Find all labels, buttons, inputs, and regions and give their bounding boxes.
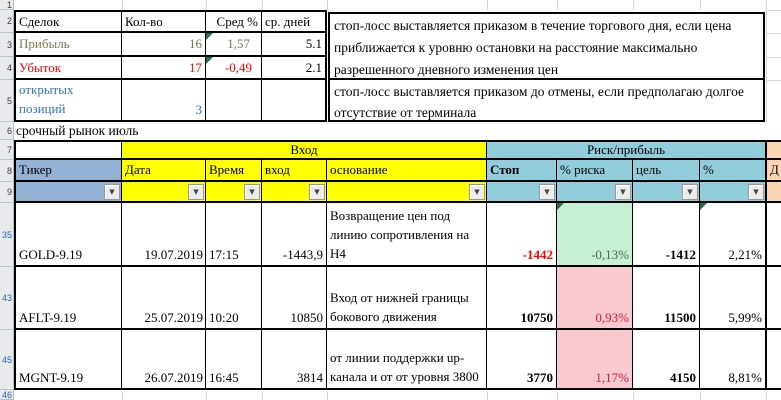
cell-r45-ticker[interactable]: MGNT-9.19	[14, 330, 122, 390]
col-header-target[interactable]: цель	[633, 160, 700, 182]
cell-r35-next[interactable]	[766, 203, 781, 267]
dropdown-arrow-icon: ▼	[474, 188, 480, 196]
row-number[interactable]: 46	[1, 390, 12, 400]
row-number[interactable]: 43	[0, 267, 13, 330]
cell-summary-header-avg-pct[interactable]: Сред %	[206, 10, 262, 33]
col-header-next[interactable]: Д	[766, 160, 781, 182]
cell-next-group[interactable]	[766, 140, 781, 160]
cell-r43-target[interactable]: 11500	[633, 267, 700, 330]
error-triangle-icon	[557, 203, 564, 210]
row-header-column	[0, 0, 14, 400]
filter-button[interactable]	[309, 184, 325, 200]
cell-r35-stop[interactable]: -1442	[487, 203, 557, 267]
cell-r43-next[interactable]	[766, 267, 781, 330]
row-number[interactable]: 7	[0, 140, 13, 160]
section-title[interactable]: срочный рынок июль	[16, 123, 139, 138]
col-header-entry[interactable]: вход	[262, 160, 327, 182]
gridline	[766, 392, 767, 400]
dropdown-arrow-icon: ▼	[620, 188, 626, 196]
note-gtc-stop[interactable]: стоп-лосс выставляется приказом до отмены, если предполагаю долгое отсутствие от терминала	[334, 84, 745, 120]
gridline	[122, 392, 123, 400]
dropdown-arrow-icon: ▼	[314, 188, 320, 196]
gridline	[327, 0, 328, 10]
cell-profit-count[interactable]: 16	[122, 33, 206, 57]
col-header-stop[interactable]: Стоп	[487, 160, 557, 182]
filter-button[interactable]	[188, 184, 204, 200]
gridline	[557, 392, 558, 400]
col-header-risk-pct[interactable]: % риска	[557, 160, 633, 182]
col-header-ticker[interactable]: Тикер	[14, 160, 122, 182]
dropdown-arrow-icon: ▼	[109, 188, 115, 196]
gridline	[206, 0, 207, 10]
dropdown-arrow-icon: ▼	[544, 188, 550, 196]
cell-profit-avg-days[interactable]: 5.1	[262, 33, 327, 57]
notes-box	[328, 12, 765, 122]
cell-r43-pct[interactable]: 5,99%	[700, 267, 766, 330]
row-number[interactable]: 8	[0, 160, 13, 182]
cell-loss-avg-days[interactable]: 2.1	[262, 57, 327, 80]
gridline	[700, 0, 701, 10]
note-intraday-stop[interactable]: стоп-лосс выставляется приказом в течение торгового дня, если цена приближается к уровню остановки на расстояние максимально разрешенного дневного изменения цен	[330, 14, 763, 80]
cell-summary-header-deals[interactable]: Сделок	[14, 10, 122, 33]
cell-r35-risk-pct[interactable]: -0,13%	[557, 203, 633, 267]
gridline	[327, 392, 328, 400]
gridline	[766, 33, 781, 34]
filter-button[interactable]	[244, 184, 260, 200]
gridline	[633, 392, 634, 400]
cell-summary-header-avg-days[interactable]: ср. дней	[262, 10, 327, 33]
row-number[interactable]: 4	[0, 57, 13, 80]
filter-button[interactable]	[682, 184, 698, 200]
gridline	[557, 0, 558, 10]
dropdown-arrow-icon: ▼	[249, 188, 255, 196]
cell-empty-corner[interactable]	[14, 140, 122, 160]
gridline	[206, 392, 207, 400]
dropdown-arrow-icon: ▼	[687, 188, 693, 196]
dropdown-arrow-icon: ▼	[193, 188, 199, 196]
cell-r35-target[interactable]: -1412	[633, 203, 700, 267]
group-header-risk-profit[interactable]: Риск/прибыль	[487, 140, 766, 160]
cell-r43-ticker[interactable]: AFLT-9.19	[14, 267, 122, 330]
cell-profit-avg-pct[interactable]: 1,57	[206, 33, 262, 57]
cell-r35-pct[interactable]: 2,21%	[700, 203, 766, 267]
cell-r45-date[interactable]: 26.07.2019	[122, 330, 206, 390]
cell-summary-header-count[interactable]: Кол-во	[122, 10, 206, 33]
row-number[interactable]: 9	[0, 182, 13, 203]
cell-r43-reason[interactable]: Вход от нижней границы бокового движения	[327, 267, 487, 330]
gridline	[766, 80, 781, 81]
cell-r45-target[interactable]: 4150	[633, 330, 700, 390]
cell-r43-date[interactable]: 25.07.2019	[122, 267, 206, 330]
group-header-entry[interactable]: Вход	[122, 140, 487, 160]
row-number[interactable]: 1	[0, 0, 13, 10]
cell-r45-next[interactable]	[766, 330, 781, 390]
cell-loss-avg-pct[interactable]: -0,49	[206, 57, 262, 80]
gridline	[700, 392, 701, 400]
filter-button[interactable]	[104, 184, 120, 200]
col-header-pct[interactable]: %	[700, 160, 766, 182]
dropdown-arrow-icon: ▼	[753, 188, 759, 196]
cell-open-positions-label[interactable]: открытых позиций	[14, 80, 122, 122]
cell-open-positions-count[interactable]: 3	[122, 80, 206, 122]
row-number[interactable]: 5	[0, 80, 13, 122]
cell-r35-entry[interactable]: -1443,9	[262, 203, 327, 267]
error-triangle-icon	[206, 33, 213, 40]
gridline	[766, 57, 781, 58]
gridline	[766, 10, 781, 11]
cell-loss-label[interactable]: Убыток	[14, 57, 122, 80]
gridline	[262, 0, 263, 10]
cell-r43-risk-pct[interactable]: 0,93%	[557, 267, 633, 330]
filter-cell-next[interactable]	[766, 182, 781, 203]
error-triangle-icon	[700, 203, 707, 210]
filter-button[interactable]	[469, 184, 485, 200]
cell-r35-date[interactable]: 19.07.2019	[122, 203, 206, 267]
gridline	[633, 0, 634, 10]
cell-r35-reason[interactable]: Возвращение цен под линию сопротивления на Н4	[327, 203, 487, 267]
col-header-reason[interactable]: основание	[327, 160, 487, 182]
cell-empty[interactable]	[262, 80, 327, 122]
gridline	[766, 0, 767, 122]
filter-button[interactable]	[748, 184, 764, 200]
row-number[interactable]: 2	[0, 10, 13, 33]
cell-r35-time[interactable]: 17:15	[206, 203, 262, 267]
gridline	[487, 0, 488, 10]
cell-empty[interactable]	[206, 80, 262, 122]
row-number[interactable]: 35	[0, 203, 13, 267]
cell-loss-count[interactable]: 17	[122, 57, 206, 80]
cell-r43-entry[interactable]: 10850	[262, 267, 327, 330]
cell-r43-time[interactable]: 10:20	[206, 267, 262, 330]
cell-r43-stop[interactable]: 10750	[487, 267, 557, 330]
gridline	[487, 392, 488, 400]
error-triangle-icon	[206, 57, 213, 64]
gridline	[122, 0, 123, 10]
cell-r45-pct[interactable]: 8,81%	[700, 330, 766, 390]
col-header-date[interactable]: Дата	[122, 160, 206, 182]
filter-button[interactable]	[615, 184, 631, 200]
cell-r45-time[interactable]: 16:45	[206, 330, 262, 390]
row-number[interactable]: 3	[0, 33, 13, 57]
filter-cell-reason[interactable]	[327, 182, 487, 203]
gridline	[262, 392, 263, 400]
filter-button[interactable]	[539, 184, 555, 200]
cell-r45-risk-pct[interactable]: 1,17%	[557, 330, 633, 390]
row-number[interactable]: 6	[0, 122, 13, 140]
col-header-time[interactable]: Время	[206, 160, 262, 182]
row-number[interactable]: 45	[0, 330, 13, 390]
cell-r45-reason[interactable]: от линии поддержки up-канала и от от уровня 3800	[327, 330, 487, 390]
cell-profit-label[interactable]: Прибыль	[14, 33, 122, 57]
cell-r45-entry[interactable]: 3814	[262, 330, 327, 390]
cell-r45-stop[interactable]: 3770	[487, 330, 557, 390]
cell-r35-ticker[interactable]: GOLD-9.19	[14, 203, 122, 267]
